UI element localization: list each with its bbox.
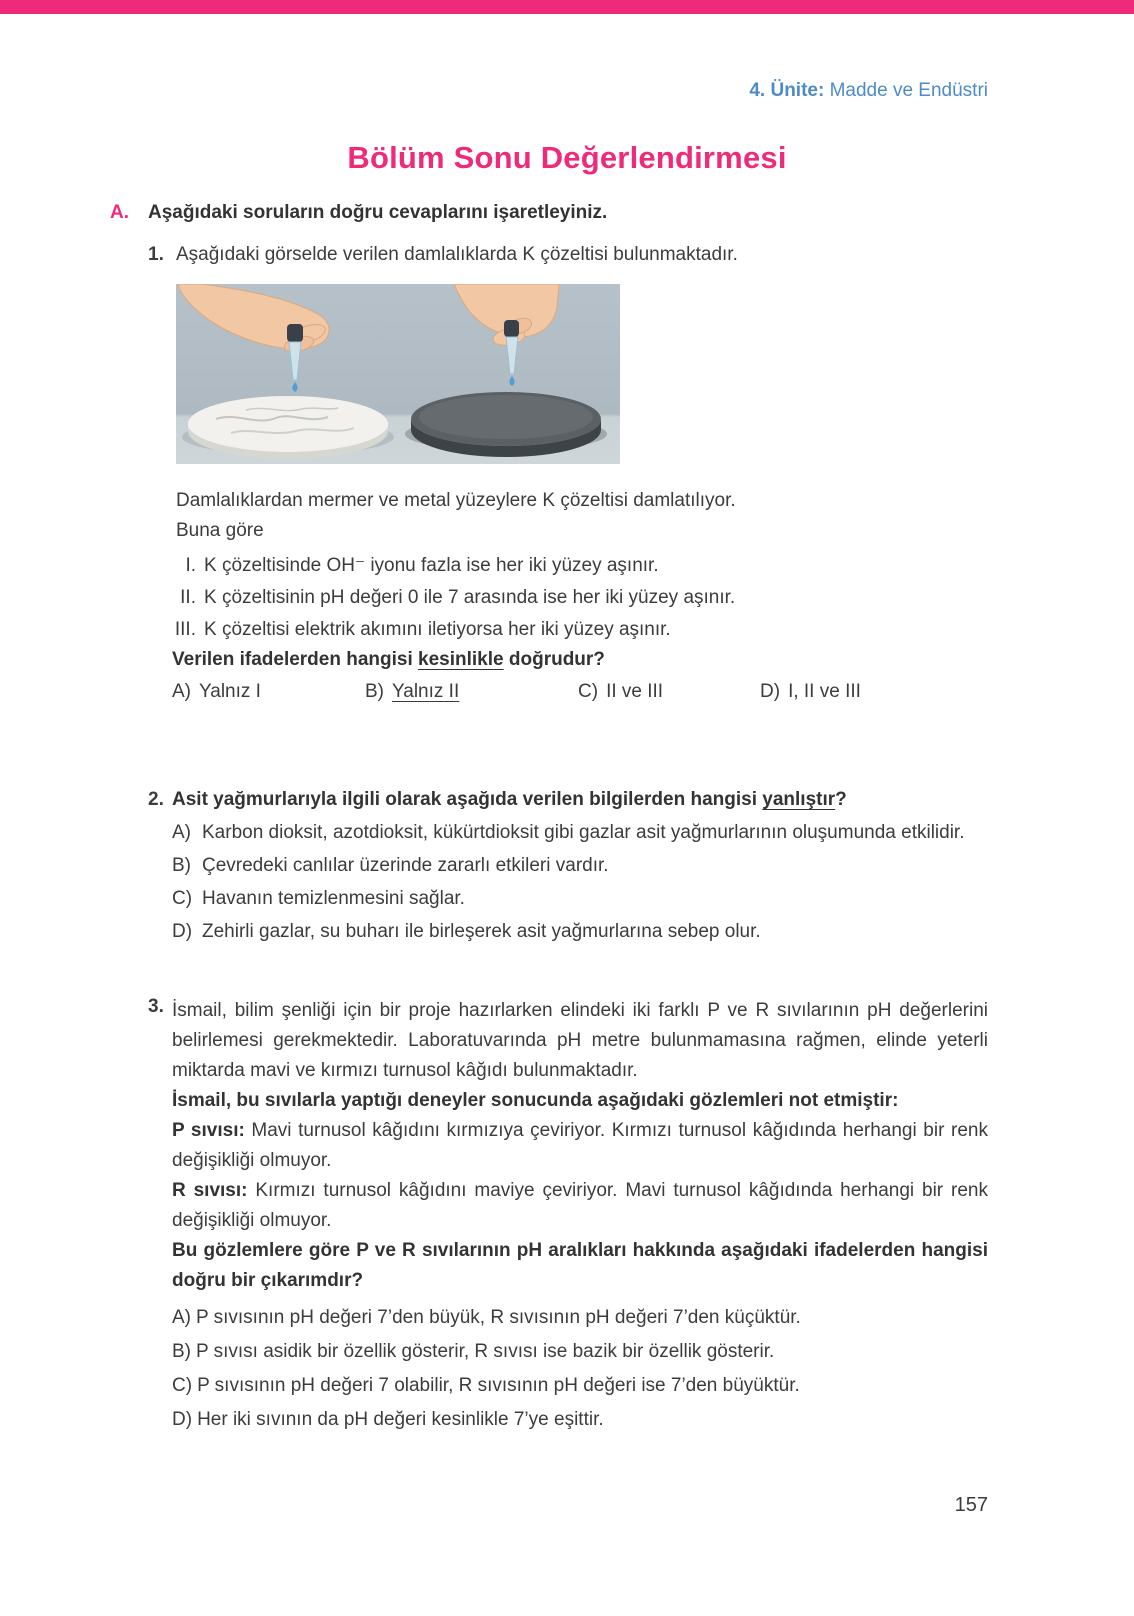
option-d[interactable] (760, 680, 861, 704)
option-c[interactable] (172, 1374, 988, 1398)
option-b-label: B) (172, 855, 191, 876)
unit-label: 4. Ünite: (749, 80, 825, 101)
question-1-intro-text: Aşağıdaki görselde verilen damlalıklarda K çözeltisi bulunmaktadır. (176, 244, 738, 265)
p-liquid-label: P sıvısı: (172, 1120, 245, 1141)
question-2-options (110, 822, 988, 943)
question-3-options (172, 1306, 988, 1432)
statement-1-numeral: I. (185, 555, 196, 576)
option-b[interactable] (172, 855, 988, 877)
option-a-label: A) (172, 681, 191, 702)
option-c-label: C) (172, 1375, 193, 1396)
top-accent-bar (0, 0, 1134, 14)
option-a-text: Karbon dioksit, azotdioksit, kükürtdioksit gibi gazlar asit yağmurlarının oluşumunda etkilidir. (202, 822, 965, 843)
option-d-text: Her iki sıvının da pH değeri kesinlikle 7’ye eşittir. (197, 1409, 604, 1430)
statement-3-text: K çözeltisi elektrik akımını iletiyorsa her iki yüzey aşınır. (204, 619, 671, 640)
stem-suffix: ? (835, 789, 847, 810)
option-b-text: P sıvısı asidik bir özellik gösterir, R sıvısı ise bazik bir özellik gösterir. (196, 1341, 775, 1362)
question-2-stem (110, 788, 988, 812)
option-c-text: Havanın temizlenmesini sağlar. (202, 888, 465, 909)
unit-header (749, 80, 988, 102)
marble-plate (188, 396, 388, 459)
option-d[interactable] (172, 921, 988, 943)
option-c-label: C) (172, 888, 193, 909)
statement-3 (110, 614, 988, 646)
question-1-number: 1. (148, 244, 164, 265)
question-3-stem: Bu gözlemlere göre P ve R sıvılarının pH aralıkları hakkında aşağıdaki ifadelerden hangisi doğru bir çıkarımdır? (172, 1240, 988, 1291)
option-b-label: B) (365, 681, 384, 702)
statement-2 (110, 582, 988, 614)
option-d-label: D) (172, 1409, 193, 1430)
statement-3-numeral: III. (174, 619, 196, 640)
statement-1 (110, 550, 988, 582)
option-a-text: Yalnız I (199, 681, 261, 702)
section-a-instruction: Aşağıdaki soruların doğru cevaplarını işaretleyiniz. (148, 202, 608, 223)
question-1-options (110, 680, 988, 704)
p-liquid-observation (172, 1116, 988, 1176)
stem-prefix: Asit yağmurlarıyla ilgili olarak aşağıda verilen bilgilerden hangisi (172, 789, 763, 810)
statement-1-text: K çözeltisinde OH⁻ iyonu fazla ise her iki yüzey aşınır. (204, 555, 659, 576)
stem-prefix: Verilen ifadelerden hangisi (172, 649, 419, 670)
option-a[interactable] (172, 1306, 988, 1330)
option-c[interactable] (172, 888, 988, 910)
stem-underlined-word: yanlıştır (762, 789, 836, 810)
section-a-heading (110, 202, 988, 224)
unit-title: Madde ve Endüstri (824, 80, 988, 101)
option-a-text: P sıvısının pH değeri 7’den büyük, R sıvısının pH değeri 7’den küçüktür. (196, 1307, 801, 1328)
option-b[interactable] (365, 680, 459, 704)
option-a[interactable] (172, 822, 988, 844)
question-3-observation-heading: İsmail, bu sıvılarla yaptığı deneyler sonucunda aşağıdaki gözlemleri not etmiştir: (172, 1090, 899, 1111)
section-a-label: A. (110, 202, 129, 223)
option-b[interactable] (172, 1340, 988, 1364)
option-c[interactable] (578, 680, 663, 704)
option-b-text: Yalnız II (392, 681, 460, 702)
question-2-number: 2. (148, 789, 164, 810)
question-1-caption-2: Buna göre (176, 520, 264, 541)
question-3-number: 3. (148, 996, 164, 1017)
statement-2-text: K çözeltisinin pH değeri 0 ile 7 arasında ise her iki yüzey aşınır. (204, 587, 736, 608)
stem-underlined-word: kesinlikle (418, 649, 504, 670)
option-d-text: Zehirli gazlar, su buharı ile birleşerek asit yağmurlarına sebep olur. (202, 921, 761, 942)
question-1-stem (172, 648, 988, 672)
option-d[interactable] (172, 1408, 988, 1432)
question-2 (110, 788, 988, 943)
option-d-text: I, II ve III (788, 681, 861, 702)
option-b-label: B) (172, 1341, 191, 1362)
p-liquid-text: Mavi turnusol kâğıdını kırmızıya çeviriyor. Kırmızı turnusol kâğıdında herhangi bir renk değişikliği olmuyor. (172, 1120, 988, 1171)
option-c-label: C) (578, 681, 599, 702)
option-d-label: D) (172, 921, 193, 942)
option-d-label: D) (760, 681, 781, 702)
r-liquid-observation (172, 1176, 988, 1236)
option-a[interactable] (172, 680, 261, 704)
question-3 (110, 996, 988, 1432)
question-1-intro (110, 244, 988, 266)
page-title: Bölüm Sonu Değerlendirmesi (347, 140, 787, 175)
question-1 (110, 244, 988, 704)
option-c-text: P sıvısının pH değeri 7 olabilir, R sıvısının pH değeri ise 7’den büyüktür. (197, 1375, 800, 1396)
metal-disc (411, 392, 601, 457)
page-content (110, 196, 988, 1442)
question-1-statements (110, 550, 988, 646)
question-1-caption: Damlalıklardan mermer ve metal yüzeylere K çözeltisi damlatılıyor. (176, 490, 736, 511)
option-a-label: A) (172, 822, 191, 843)
statement-2-numeral: II. (180, 587, 196, 608)
option-b-text: Çevredeki canlılar üzerinde zararlı etkileri vardır. (202, 855, 609, 876)
page-number: 157 (954, 1494, 988, 1516)
option-c-text: II ve III (606, 681, 664, 702)
question-3-paragraph: İsmail, bilim şenliği için bir proje hazırlarken elindeki iki farklı P ve R sıvılarının pH değerlerini belirlemesi gerekmektedir. Laboratuvarında pH metre bulunmamasına rağmen, elinde yeterli miktarda mavi ve kırmızı turnusol kâğıdı bulunmaktadır. (172, 1000, 988, 1081)
r-liquid-label: R sıvısı: (172, 1180, 248, 1201)
r-liquid-text: Kırmızı turnusol kâğıdını maviye çeviriyor. Mavi turnusol kâğıdında herhangi bir renk değişikliği olmuyor. (172, 1180, 988, 1231)
stem-suffix: doğrudur? (503, 649, 605, 670)
dropper-experiment-image (176, 284, 620, 464)
option-a-label: A) (172, 1307, 191, 1328)
